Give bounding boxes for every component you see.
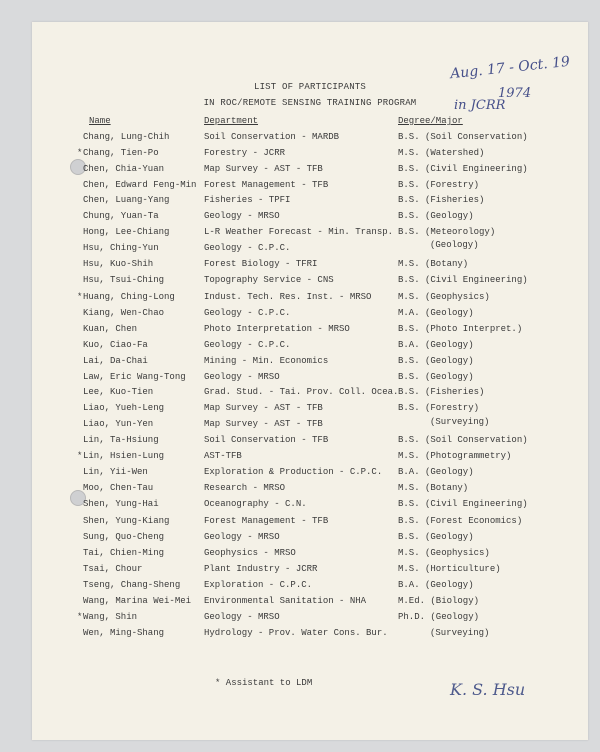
participant-department: Geology - C.P.C. [204,308,291,318]
participant-row [32,596,588,612]
participant-row [32,516,588,532]
participant-degree: B.A. (Geology) [398,340,474,350]
participant-department: Research - MRSO [204,483,286,493]
handwritten-signature: K. S. Hsu [450,680,526,699]
header-name: Name [89,116,111,126]
assistant-marker: * [77,292,83,302]
participant-row [32,356,588,372]
participant-department: Indust. Tech. Res. Inst. - MRSO [204,292,372,302]
participant-row [32,195,588,211]
participant-name: Hsu, Tsui-Ching [83,275,165,285]
participant-row [32,275,588,291]
participant-row [32,628,588,644]
participant-degree: B.S. (Geology) [398,211,474,221]
participant-department: Map Survey - AST - TFB [204,419,323,429]
participant-degree: B.S. (Geology) [398,532,474,542]
participant-name: Liao, Yun-Yen [83,419,154,429]
participant-name: Tseng, Chang-Sheng [83,580,181,590]
degree-continuation: (Surveying) [430,417,490,427]
participant-name: Lin, Hsien-Lung [83,451,165,461]
participant-department: Exploration - C.P.C. [204,580,313,590]
participant-degree: B.S. (Forestry) [398,180,480,190]
participant-row [32,340,588,356]
title-line-2: IN ROC/REMOTE SENSING TRAINING PROGRAM [203,98,417,108]
participant-name: Chen, Edward Feng-Min [83,180,197,190]
document-page [32,22,588,740]
participant-degree: B.A. (Geology) [398,580,474,590]
participant-degree: B.S. (Civil Engineering) [398,164,528,174]
participant-degree: M.S. (Horticulture) [398,564,501,574]
participant-row [32,211,588,227]
participant-degree: B.S. (Soil Conservation) [398,132,528,142]
participant-row [32,403,588,419]
participant-name: Shen, Yung-Kiang [83,516,170,526]
participant-row [32,451,588,467]
participant-department: Forest Management - TFB [204,180,329,190]
participant-degree: B.S. (Fisheries) [398,387,485,397]
participant-department: Mining - Min. Economics [204,356,329,366]
participant-name: Wen, Ming-Shang [83,628,165,638]
participant-degree: M.A. (Geology) [398,308,474,318]
participant-department: Geology - MRSO [204,612,280,622]
participant-name: Chen, Chia-Yuan [83,164,165,174]
participant-row [32,532,588,548]
participant-row [32,483,588,499]
participant-department: Oceanography - C.N. [204,499,307,509]
participant-row [32,259,588,275]
participant-name: Shen, Yung-Hai [83,499,159,509]
participant-degree: M.S. (Photogrammetry) [398,451,512,461]
participant-degree: B.S. (Meteorology) [398,227,496,237]
participant-row [32,419,588,435]
participant-department: Geology - MRSO [204,532,280,542]
participant-name: Kuan, Chen [83,324,138,334]
participant-degree: M.Ed. (Biology) [398,596,480,606]
degree-continuation: (Surveying) [430,628,490,638]
participant-name: Chang, Lung-Chih [83,132,170,142]
header-degree: Degree/Major [398,116,463,126]
participant-row [32,324,588,340]
participant-row [32,499,588,515]
participant-degree: B.A. (Geology) [398,467,474,477]
participant-department: Soil Conservation - MARDB [204,132,340,142]
participant-row [32,243,588,259]
participant-name: Sung, Quo-Cheng [83,532,165,542]
participant-name: Lin, Ta-Hsiung [83,435,159,445]
participant-name: Chang, Tien-Po [83,148,159,158]
participant-row [32,564,588,580]
participant-degree: M.S. (Geophysics) [398,548,490,558]
participant-department: Grad. Stud. - Tai. Prov. Coll. Ocea. [204,387,399,397]
participant-department: Soil Conservation - TFB [204,435,329,445]
participant-name: Hsu, Kuo-Shih [83,259,154,269]
participant-row [32,372,588,388]
participant-row [32,548,588,564]
participant-name: Kuo, Ciao-Fa [83,340,148,350]
participant-name: Chung, Yuan-Ta [83,211,159,221]
participant-department: Topography Service - CNS [204,275,334,285]
assistant-marker: * [77,451,83,461]
participant-name: Law, Eric Wang-Tong [83,372,186,382]
participant-degree: B.S. (Fisheries) [398,195,485,205]
footnote: * Assistant to LDM [215,678,313,688]
participant-name: Hong, Lee-Chiang [83,227,170,237]
participant-row [32,612,588,628]
participant-row [32,164,588,180]
participant-row [32,292,588,308]
participant-name: Liao, Yueh-Leng [83,403,165,413]
participant-department: AST-TFB [204,451,242,461]
participant-department: Plant Industry - JCRR [204,564,318,574]
participant-department: Environmental Sanitation - NHA [204,596,367,606]
participant-department: Geophysics - MRSO [204,548,296,558]
participant-degree: B.S. (Geology) [398,356,474,366]
participant-row [32,467,588,483]
participant-degree: B.S. (Photo Interpret.) [398,324,523,334]
participant-row [32,580,588,596]
participant-name: Huang, Ching-Long [83,292,175,302]
participant-row [32,387,588,403]
participant-degree: M.S. (Watershed) [398,148,485,158]
handwritten-year: 1974 [498,86,532,101]
participant-department: Fisheries - TPFI [204,195,291,205]
participant-department: Forest Management - TFB [204,516,329,526]
participant-department: L-R Weather Forecast - Min. Transp. [204,227,394,237]
participant-department: Forest Biology - TFRI [204,259,318,269]
participant-degree: M.S. (Botany) [398,259,469,269]
participant-department: Geology - MRSO [204,372,280,382]
participant-degree: B.S. (Soil Conservation) [398,435,528,445]
participant-row [32,180,588,196]
participant-degree: B.S. (Civil Engineering) [398,499,528,509]
participant-name: Chen, Luang-Yang [83,195,170,205]
participant-name: Wang, Marina Wei-Mei [83,596,192,606]
assistant-marker: * [77,148,83,158]
participant-name: Tsai, Chour [83,564,143,574]
participant-row [32,227,588,243]
participant-degree: B.S. (Geology) [398,372,474,382]
participant-department: Exploration & Production - C.P.C. [204,467,383,477]
participant-department: Photo Interpretation - MRSO [204,324,350,334]
participant-degree: B.S. (Civil Engineering) [398,275,528,285]
degree-continuation: (Geology) [430,240,479,250]
participant-name: Moo, Chen-Tau [83,483,154,493]
participant-degree: Ph.D. (Geology) [398,612,480,622]
handwritten-place: in JCRR [454,98,506,113]
title-line-1: LIST OF PARTICIPANTS [253,82,367,92]
participant-name: Wang, Shin [83,612,138,622]
participant-row [32,435,588,451]
assistant-marker: * [77,612,83,622]
participant-row [32,308,588,324]
header-department: Department [204,116,259,126]
participant-name: Lin, Yii-Wen [83,467,148,477]
participant-department: Hydrology - Prov. Water Cons. Bur. [204,628,388,638]
participant-degree: M.S. (Geophysics) [398,292,490,302]
participant-name: Lee, Kuo-Tien [83,387,154,397]
handwritten-dates: Aug. 17 - Oct. 19 [449,53,571,83]
participant-department: Geology - MRSO [204,211,280,221]
participant-name: Tai, Chien-Ming [83,548,165,558]
participant-department: Geology - C.P.C. [204,340,291,350]
participant-name: Lai, Da-Chai [83,356,148,366]
participant-degree: B.S. (Forestry) [398,403,480,413]
participant-department: Map Survey - AST - TFB [204,403,323,413]
participant-department: Geology - C.P.C. [204,243,291,253]
participant-degree: B.S. (Forest Economics) [398,516,523,526]
participant-name: Kiang, Wen-Chao [83,308,165,318]
participant-row [32,132,588,148]
participant-row [32,148,588,164]
participant-degree: M.S. (Botany) [398,483,469,493]
participant-department: Map Survey - AST - TFB [204,164,323,174]
participant-department: Forestry - JCRR [204,148,286,158]
participant-name: Hsu, Ching-Yun [83,243,159,253]
